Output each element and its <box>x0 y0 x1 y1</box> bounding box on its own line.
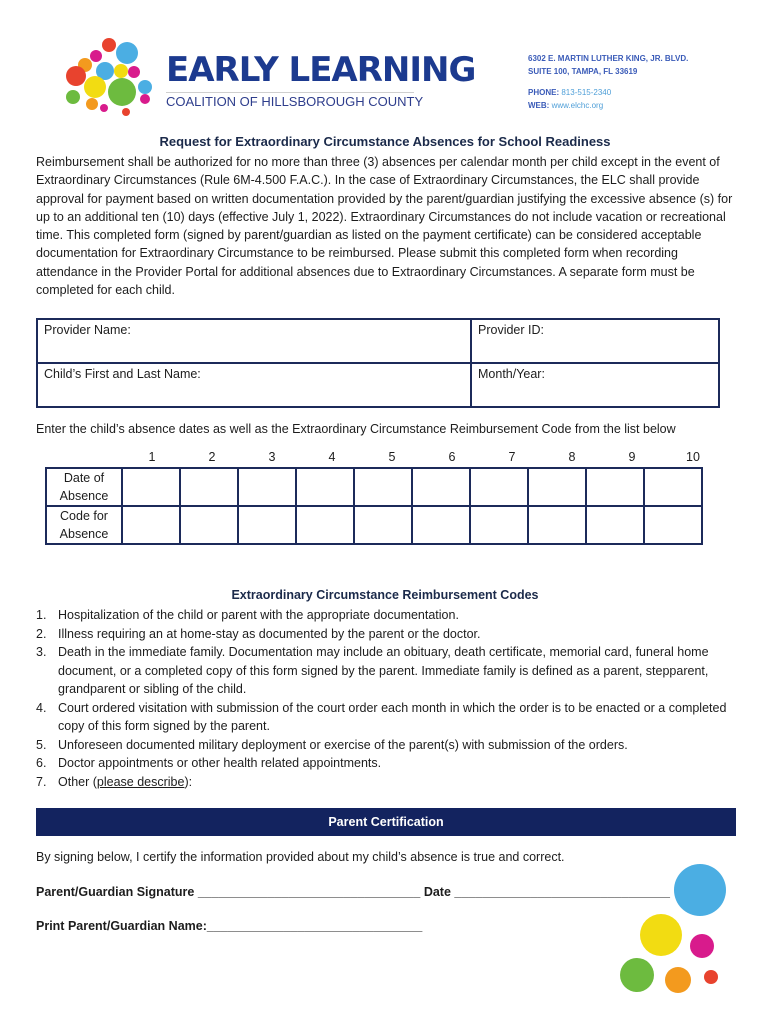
logo-dots <box>60 36 160 116</box>
date-label: Date <box>423 885 451 899</box>
code-cell-9[interactable] <box>586 506 644 544</box>
codes-list <box>36 606 741 791</box>
signature-blank[interactable]: ________________________________ <box>197 885 421 899</box>
provider-table <box>36 318 720 408</box>
code-item: 4. Court ordered visitation with submission of the court order each month in which the order is to be enacted or a completed copy of this form signed by the parent. <box>36 700 727 733</box>
date-cell-10[interactable] <box>644 468 702 506</box>
form-title: Request for Extraordinary Circumstance Absences for School Readiness <box>159 134 611 149</box>
phone-value: 813-515-2340 <box>561 88 612 97</box>
signature-line <box>36 885 670 899</box>
date-cell-4[interactable] <box>296 468 354 506</box>
column-number: 7 <box>508 450 516 464</box>
provider-name-field[interactable] <box>37 319 471 363</box>
date-cell-3[interactable] <box>238 468 296 506</box>
column-number: 3 <box>268 450 276 464</box>
column-number: 8 <box>568 450 576 464</box>
print-name-line <box>36 919 422 933</box>
absence-grid <box>45 467 703 545</box>
decor-dot-magenta <box>690 934 714 958</box>
provider-name-label: Provider Name: <box>44 323 131 337</box>
contact-block <box>528 52 688 112</box>
code-item-other: 7. Other (please describe): <box>36 774 193 789</box>
date-of-absence-label: Date of Absence <box>46 468 122 506</box>
child-name-label: Child’s First and Last Name: <box>44 367 201 381</box>
date-cell-8[interactable] <box>528 468 586 506</box>
code-cell-8[interactable] <box>528 506 586 544</box>
column-number: 9 <box>628 450 636 464</box>
print-name-blank[interactable]: _______________________________ <box>206 919 423 933</box>
code-item: 3. Death in the immediate family. Documentation may include an obituary, death certificate, memorial card, funeral home document, or a completed copy of this form signed by the parent. Immediate family is defined as a parent, stepparent, grandparent or sibling of the child. <box>36 645 709 696</box>
code-cell-5[interactable] <box>354 506 412 544</box>
code-cell-10[interactable] <box>644 506 702 544</box>
decor-dot-green <box>620 958 654 992</box>
child-name-field[interactable] <box>37 363 471 407</box>
code-cell-4[interactable] <box>296 506 354 544</box>
decor-dot-blue <box>674 864 726 916</box>
date-cell-2[interactable] <box>180 468 238 506</box>
date-cell-5[interactable] <box>354 468 412 506</box>
address-line-1: 6302 E. MARTIN LUTHER KING, JR. BLVD. <box>528 54 689 63</box>
phone-label: PHONE: <box>528 88 560 97</box>
print-name-label: Print Parent/Guardian Name: <box>36 919 207 933</box>
signature-label: Parent/Guardian Signature <box>36 885 195 899</box>
month-year-field[interactable] <box>471 363 719 407</box>
provider-id-field[interactable] <box>471 319 719 363</box>
decor-dot-red <box>704 970 718 984</box>
code-item: 1. Hospitalization of the child or parent with the appropriate documentation. <box>36 608 459 622</box>
code-cell-7[interactable] <box>470 506 528 544</box>
code-for-absence-label: Code for Absence <box>46 506 122 544</box>
web-value[interactable]: www.elchc.org <box>551 101 604 110</box>
code-cell-1[interactable] <box>122 506 180 544</box>
column-number: 5 <box>388 450 396 464</box>
column-number: 2 <box>208 450 216 464</box>
certification-statement: By signing below, I certify the information provided about my child’s absence is true and correct. <box>36 850 565 864</box>
web-label: WEB: <box>528 101 550 110</box>
code-item: 6. Doctor appointments or other health related appointments. <box>36 756 382 770</box>
provider-id-label: Provider ID: <box>478 323 544 337</box>
codes-title: Extraordinary Circumstance Reimbursement Codes <box>231 588 539 602</box>
brand-divider <box>166 92 414 93</box>
decor-dot-orange <box>665 967 691 993</box>
column-number: 6 <box>448 450 456 464</box>
brand-subtitle: COALITION OF HILLSBOROUGH COUNTY <box>166 94 424 109</box>
date-cell-6[interactable] <box>412 468 470 506</box>
parent-certification-bar: Parent Certification <box>36 808 736 836</box>
date-cell-1[interactable] <box>122 468 180 506</box>
column-number: 1 <box>148 450 156 464</box>
brand-title: EARLY LEARNING <box>166 50 476 90</box>
date-blank[interactable]: _______________________________ <box>454 885 670 899</box>
date-cell-9[interactable] <box>586 468 644 506</box>
column-number: 10 <box>686 450 700 464</box>
absence-instruction: Enter the child’s absence dates as well as the Extraordinary Circumstance Reimbursement Code from the list below <box>36 422 676 436</box>
decor-dot-yellow <box>640 914 682 956</box>
date-cell-7[interactable] <box>470 468 528 506</box>
column-number: 4 <box>328 450 336 464</box>
address-line-2: SUITE 100, TAMPA, FL 33619 <box>528 67 638 76</box>
code-item: 5. Unforeseen documented military deployment or exercise of the parent(s) with submission of the orders. <box>36 737 628 752</box>
code-cell-6[interactable] <box>412 506 470 544</box>
month-year-label: Month/Year: <box>478 367 545 381</box>
code-item: 2. Illness requiring an at home-stay as documented by the parent or the doctor. <box>36 626 481 641</box>
intro-paragraph: Reimbursement shall be authorized for no more than three (3) absences per calendar month per child except in the event of Extraordinary Circumstances (Rule 6M-4.500 F.A.C.). In the case of Extraordinary Circumstances, the ELC shall provide approval for payment based on written documentation provided by the parent/guardian justifying the excessive absence (s) for up to an additional ten (10) days (effective July 1, 2022). Extraordinary Circumstances do not include vacation or recreational time. This completed form (signed by parent/guardian as listed on the payment certificate) can be considered acceptable documentation for Extraordinary Circumstance to be reimbursed. Please submit this completed form when recording attendance in the Provider Portal for additional absences due to Extraordinary Circumstances. A separate form must be completed for each child. <box>36 155 733 298</box>
code-cell-3[interactable] <box>238 506 296 544</box>
code-cell-2[interactable] <box>180 506 238 544</box>
